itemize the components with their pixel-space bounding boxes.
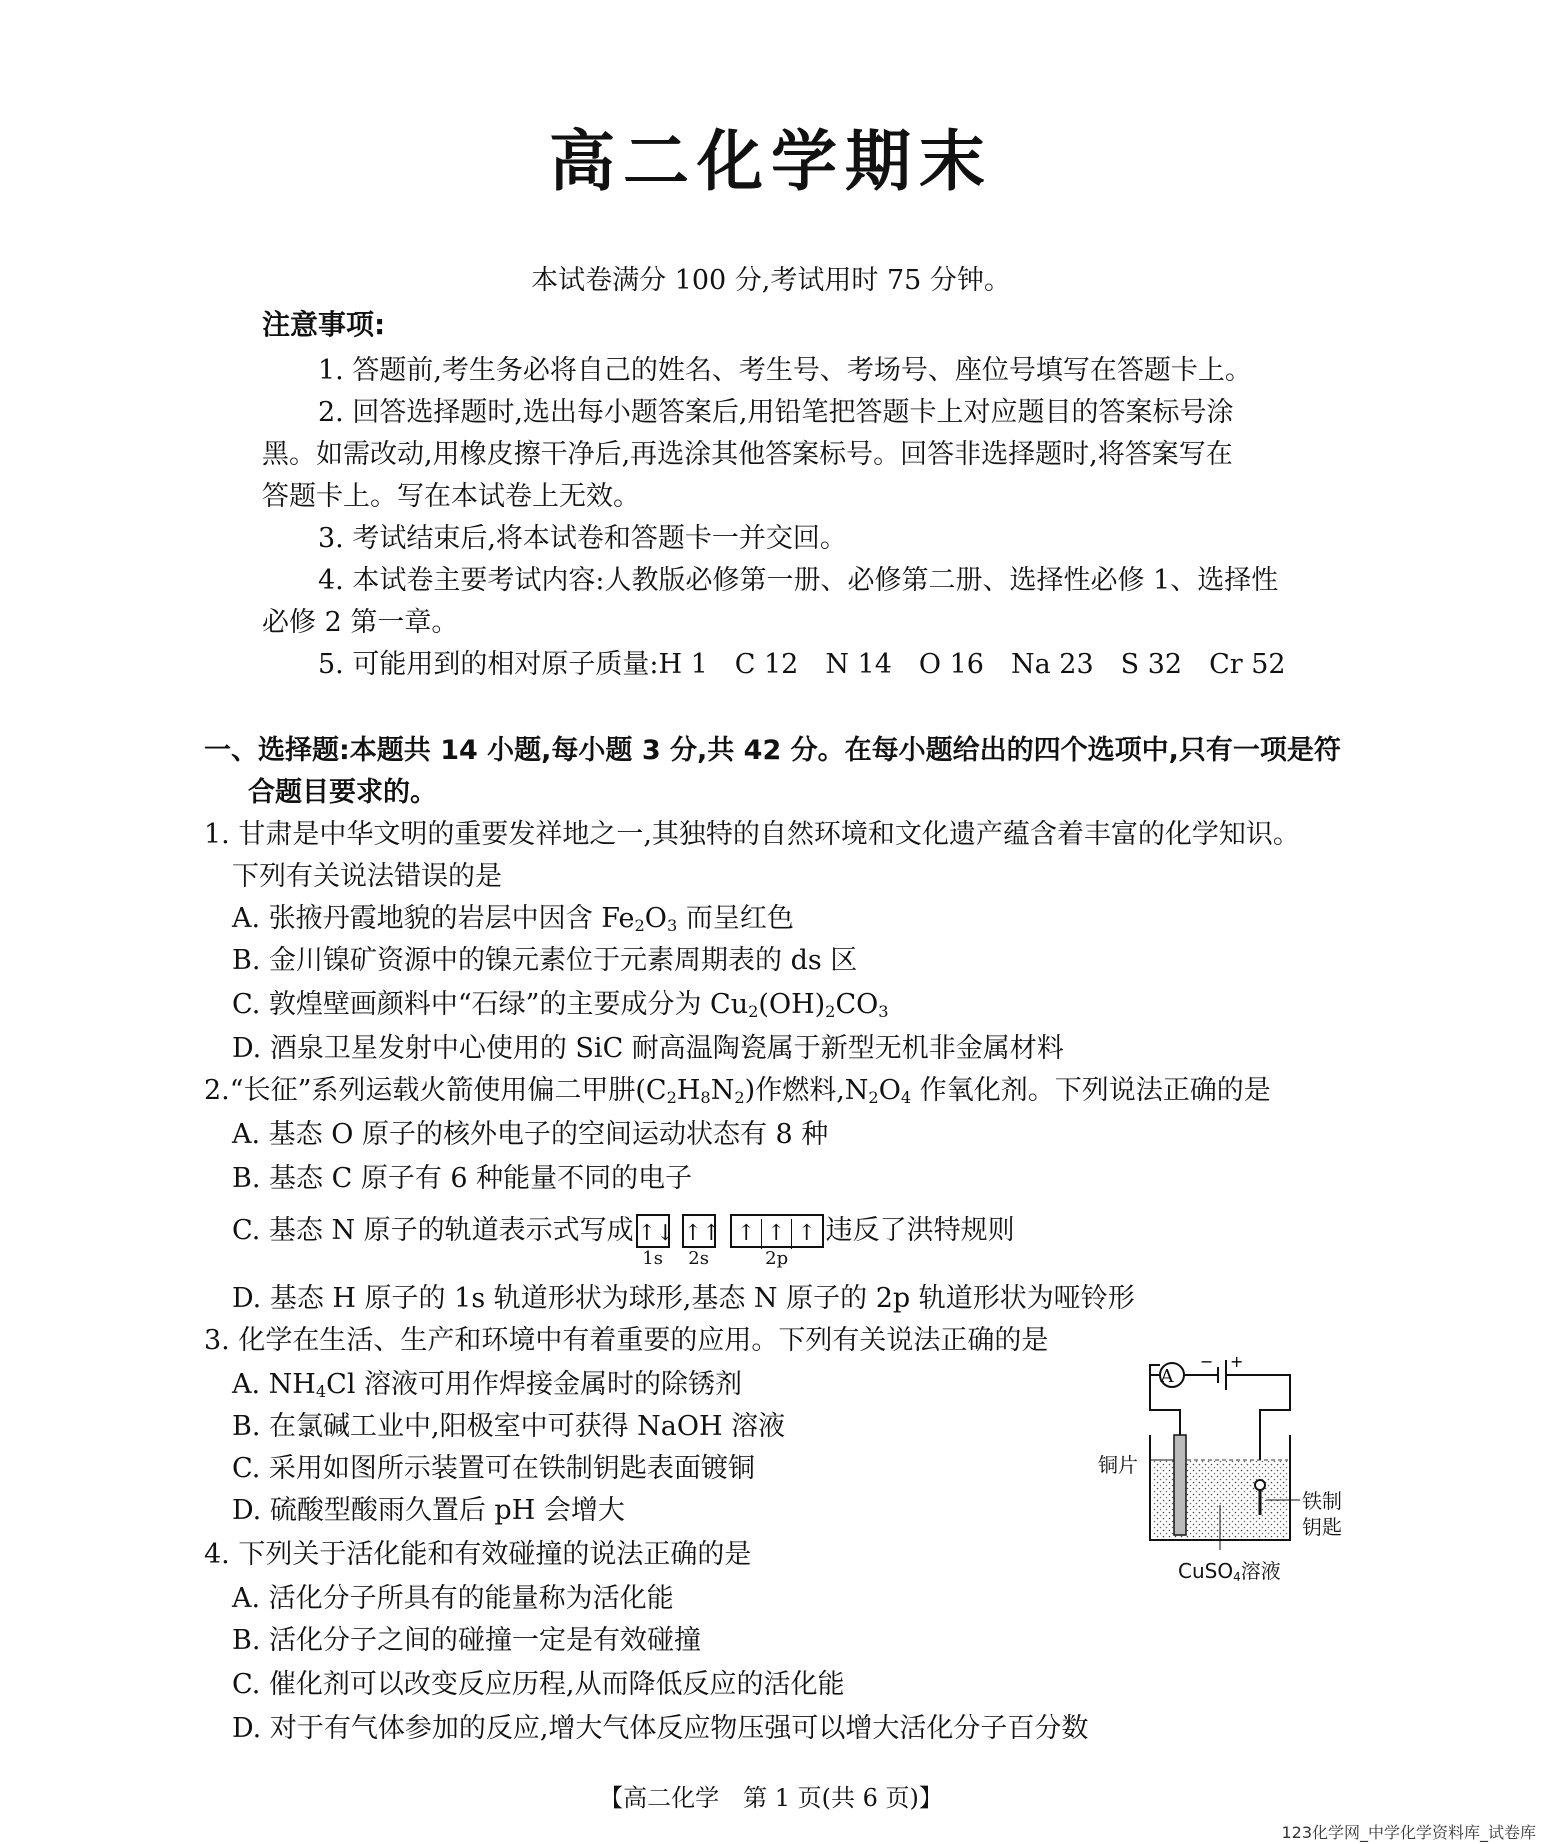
- watermark: 123化学网_中学化学资料库_试卷库: [1281, 1823, 1536, 1842]
- orbital-2s: ↑↑ 2s: [682, 1214, 716, 1269]
- q2-stem: 2.“长征”系列运载火箭使用偏二甲肼$(C_2H_8N_2)$作燃料$,N_2O_4$ 作氧化剂。下列说法正确的是: [204, 1075, 1271, 1108]
- svg-text:+: +: [1230, 1355, 1244, 1371]
- q1-stem: 1. 甘肃是中华文明的重要发祥地之一,其独特的自然环境和文化遗产蕴含着丰富的化学知识。: [204, 819, 1300, 850]
- key-label: 钥匙: [1302, 1515, 1342, 1539]
- q4-option-b: B. 活化分子之间的碰撞一定是有效碰撞: [232, 1625, 702, 1656]
- q2-option-d: D. 基态 H 原子的 1s 轨道形状为球形,基态 N 原子的 2p 轨道形状为哑铃形: [232, 1283, 1135, 1314]
- q3-option-b: B. 在氯碱工业中,阳极室中可获得 NaOH 溶液: [232, 1411, 786, 1442]
- section-heading: 一、选择题:本题共 14 小题,每小题 3 分,共 42 分。在每小题给出的四个选项中,只有一项是符: [204, 735, 1341, 766]
- note-line: 黑。如需改动,用橡皮擦干净后,再选涂其他答案标号。回答非选择题时,将答案写在: [262, 439, 1233, 470]
- section-heading-cont: 合题目要求的。: [248, 777, 437, 808]
- note-line: 4. 本试卷主要考试内容:人教版必修第一册、必修第二册、选择性必修 1、选择性: [318, 565, 1279, 596]
- page-footer: 【高二化学 第 1 页(共 6 页)】: [599, 1784, 943, 1812]
- exam-info: 本试卷满分 100 分,考试用时 75 分钟。: [531, 265, 1011, 296]
- q1-stem-cont: 下列有关说法错误的是: [232, 861, 502, 892]
- copper-plate: [1174, 1435, 1186, 1535]
- notes-heading: 注意事项:: [262, 308, 386, 341]
- key-label: 铁制: [1302, 1489, 1342, 1513]
- page-title: 高二化学期末: [549, 123, 993, 200]
- q3-option-a: A. $NH_4Cl$ 溶液可用作焊接金属时的除锈剂: [232, 1369, 743, 1402]
- note-line: 必修 2 第一章。: [262, 607, 459, 638]
- note-line: 答题卡上。写在本试卷上无效。: [262, 481, 640, 512]
- orbital-1s: ↑↓ 1s: [636, 1214, 670, 1269]
- q1-option-b: B. 金川镍矿资源中的镍元素位于元素周期表的 ds 区: [232, 945, 858, 976]
- note-line: 1. 答题前,考生务必将自己的姓名、考生号、考场号、座位号填写在答题卡上。: [318, 355, 1252, 386]
- q4-option-a: A. 活化分子所具有的能量称为活化能: [232, 1583, 674, 1614]
- q1-option-a: A. 张掖丹霞地貌的岩层中因含 $Fe_2O_3$ 而呈红色: [232, 903, 794, 936]
- q3-stem: 3. 化学在生活、生产和环境中有着重要的应用。下列有关说法正确的是: [204, 1325, 1049, 1356]
- solution-label: CuSO$_4$溶液: [1178, 1559, 1281, 1584]
- orbital-2p: ↑ ↑ ↑ 2p: [730, 1214, 824, 1269]
- q1-option-d: D. 酒泉卫星发射中心使用的 SiC 耐高温陶瓷属于新型无机非金属材料: [232, 1033, 1064, 1064]
- note-line: 2. 回答选择题时,选出每小题答案后,用铅笔把答题卡上对应题目的答案标号涂: [318, 397, 1234, 428]
- svg-text:−: −: [1200, 1355, 1214, 1371]
- q2-option-c: C. 基态 N 原子的轨道表示式写成 ↑↓ 1s ↑↑ 2s ↑ ↑ ↑ 2p 违反了洪特规则: [232, 1215, 1015, 1269]
- q4-option-c: C. 催化剂可以改变反应历程,从而降低反应的活化能: [232, 1669, 845, 1700]
- q3-option-d: D. 硫酸型酸雨久置后 pH 会增大: [232, 1495, 625, 1526]
- q2-option-a: A. 基态 O 原子的核外电子的空间运动状态有 8 种: [232, 1119, 829, 1150]
- q4-stem: 4. 下列关于活化能和有效碰撞的说法正确的是: [204, 1539, 752, 1570]
- copper-label: 铜片: [1098, 1453, 1138, 1477]
- electroplating-diagram: [1090, 1355, 1342, 1589]
- q4-option-d: D. 对于有气体参加的反应,增大气体反应物压强可以增大活化分子百分数: [232, 1713, 1089, 1744]
- q1-option-c: C. 敦煌壁画颜料中“石绿”的主要成分为 $Cu_2(OH)_2CO_3$: [232, 989, 889, 1022]
- svg-text:A: A: [1160, 1366, 1174, 1387]
- q3-option-c: C. 采用如图所示装置可在铁制钥匙表面镀铜: [232, 1453, 755, 1484]
- note-line: 3. 考试结束后,将本试卷和答题卡一并交回。: [318, 523, 847, 554]
- note-line: 5. 可能用到的相对原子质量:H 1 C 12 N 14 O 16 Na 23 S 32 Cr 52: [318, 649, 1286, 680]
- q2-option-b: B. 基态 C 原子有 6 种能量不同的电子: [232, 1163, 693, 1194]
